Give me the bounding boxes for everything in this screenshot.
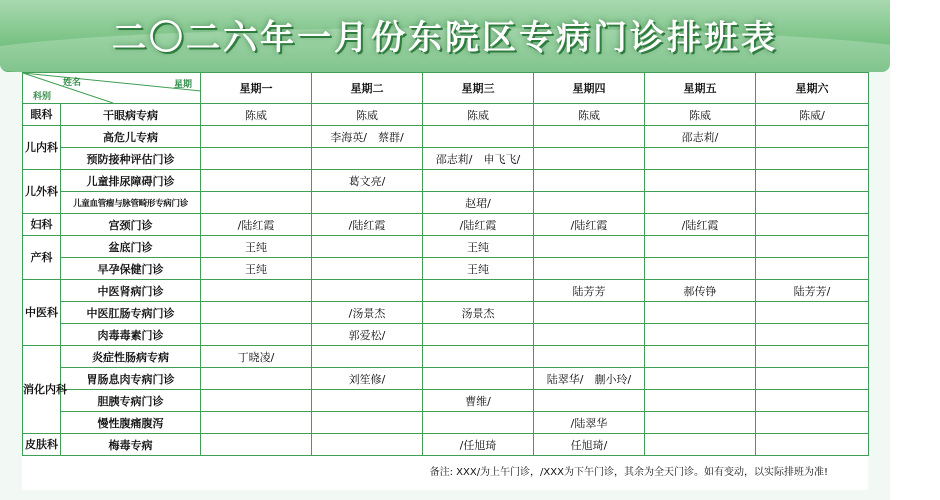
- doctor-cell: [645, 434, 756, 456]
- doctor-cell: [201, 170, 312, 192]
- table-row: [23, 346, 869, 368]
- table-row: [23, 302, 869, 324]
- title-banner: [0, 0, 890, 72]
- doctor-cell: [423, 368, 534, 390]
- clinic-cell: 盆底门诊: [61, 236, 201, 258]
- doctor-cell: [201, 302, 312, 324]
- doctor-cell: [756, 148, 869, 170]
- doctor-cell: 葛文亮/: [312, 170, 423, 192]
- doctor-cell: [645, 192, 756, 214]
- doctor-cell: /陆红霞: [312, 214, 423, 236]
- doctor-cell: [756, 434, 869, 456]
- doctor-cell: [201, 324, 312, 346]
- clinic-cell: 肉毒毒素门诊: [61, 324, 201, 346]
- doctor-cell: 任旭琦/: [534, 434, 645, 456]
- doctor-cell: 陈威: [534, 104, 645, 126]
- doctor-cell: 陈威: [201, 104, 312, 126]
- day-header: 星期三: [423, 73, 534, 104]
- clinic-cell: 高危儿专病: [61, 126, 201, 148]
- clinic-cell: 儿童血管瘤与脉管畸形专病门诊: [61, 192, 201, 214]
- doctor-cell: [534, 192, 645, 214]
- doctor-cell: [756, 368, 869, 390]
- doctor-cell: [312, 148, 423, 170]
- day-header: 星期五: [645, 73, 756, 104]
- table-row: [23, 192, 869, 214]
- doctor-cell: [645, 324, 756, 346]
- doctor-cell: /陆红霞: [534, 214, 645, 236]
- table-row: [23, 170, 869, 192]
- doctor-cell: 李海英/ 蔡群/: [312, 126, 423, 148]
- doctor-cell: [534, 258, 645, 280]
- doctor-cell: [312, 236, 423, 258]
- corner-name-label: 姓名: [63, 78, 82, 88]
- doctor-cell: /汤景杰: [312, 302, 423, 324]
- doctor-cell: [534, 236, 645, 258]
- doctor-cell: [756, 390, 869, 412]
- doctor-cell: [312, 390, 423, 412]
- doctor-cell: [645, 302, 756, 324]
- clinic-cell: 中医肛肠专病门诊: [61, 302, 201, 324]
- doctor-cell: 陈威: [645, 104, 756, 126]
- doctor-cell: [534, 302, 645, 324]
- clinic-cell: 干眼病专病: [61, 104, 201, 126]
- dept-cell: 儿外科: [23, 170, 61, 214]
- doctor-cell: [312, 412, 423, 434]
- table-row: [23, 280, 869, 302]
- doctor-cell: 陈威: [423, 104, 534, 126]
- clinic-cell: 梅毒专病: [61, 434, 201, 456]
- doctor-cell: 赵珺/: [423, 192, 534, 214]
- doctor-cell: /陆红霞: [423, 214, 534, 236]
- table-row: [23, 258, 869, 280]
- header-row: [23, 73, 869, 104]
- doctor-cell: 邵志莉/: [645, 126, 756, 148]
- doctor-cell: [312, 258, 423, 280]
- doctor-cell: [312, 192, 423, 214]
- table-row: [23, 104, 869, 126]
- doctor-cell: /任旭琦: [423, 434, 534, 456]
- doctor-cell: 陈威: [312, 104, 423, 126]
- dept-cell: 消化内科: [23, 346, 61, 434]
- day-header: 星期六: [756, 73, 869, 104]
- doctor-cell: 王纯: [201, 236, 312, 258]
- doctor-cell: [201, 412, 312, 434]
- page-title: 二〇二六年一月份东院区专病门诊排班表: [112, 18, 778, 58]
- footnote: 备注: XXX/为上午门诊，/XXX为下午门诊，其余为全天门诊。如有变动，以实际排班为准!: [429, 467, 828, 478]
- doctor-cell: [423, 412, 534, 434]
- dept-cell: 妇科: [23, 214, 61, 236]
- table-row: [23, 148, 869, 170]
- doctor-cell: [756, 412, 869, 434]
- doctor-cell: [534, 346, 645, 368]
- doctor-cell: [756, 258, 869, 280]
- doctor-cell: [423, 126, 534, 148]
- table-row: [23, 236, 869, 258]
- corner-day-label: 星期: [173, 80, 192, 90]
- doctor-cell: [645, 346, 756, 368]
- dept-cell: 产科: [23, 236, 61, 280]
- doctor-cell: /陆翠华: [534, 412, 645, 434]
- corner-dept-label: 科别: [33, 92, 52, 102]
- doctor-cell: [645, 412, 756, 434]
- doctor-cell: [201, 148, 312, 170]
- clinic-cell: 胆胰专病门诊: [61, 390, 201, 412]
- doctor-cell: 邵志莉/ 申飞飞/: [423, 148, 534, 170]
- table-row: [23, 324, 869, 346]
- doctor-cell: [423, 170, 534, 192]
- doctor-cell: [645, 236, 756, 258]
- clinic-cell: 宫颈门诊: [61, 214, 201, 236]
- doctor-cell: [756, 236, 869, 258]
- doctor-cell: [201, 434, 312, 456]
- table-row: [23, 434, 869, 456]
- table-row: [23, 214, 869, 236]
- clinic-cell: 儿童排尿障碍门诊: [61, 170, 201, 192]
- dept-cell: 儿内科: [23, 126, 61, 170]
- doctor-cell: [201, 192, 312, 214]
- doctor-cell: [756, 126, 869, 148]
- clinic-cell: 慢性腹痛腹泻: [61, 412, 201, 434]
- doctor-cell: [645, 368, 756, 390]
- doctor-cell: 陆芳芳/: [756, 280, 869, 302]
- doctor-cell: /陆红霞: [201, 214, 312, 236]
- clinic-cell: 预防接种评估门诊: [61, 148, 201, 170]
- doctor-cell: [645, 258, 756, 280]
- doctor-cell: [312, 434, 423, 456]
- doctor-cell: [534, 324, 645, 346]
- doctor-cell: [423, 346, 534, 368]
- doctor-cell: 王纯: [423, 258, 534, 280]
- doctor-cell: [423, 280, 534, 302]
- doctor-cell: [645, 390, 756, 412]
- doctor-cell: 郭爱松/: [312, 324, 423, 346]
- doctor-cell: 陆翠华/ 蒯小玲/: [534, 368, 645, 390]
- doctor-cell: 陆芳芳: [534, 280, 645, 302]
- doctor-cell: [201, 280, 312, 302]
- day-header: 星期四: [534, 73, 645, 104]
- doctor-cell: 汤景杰: [423, 302, 534, 324]
- clinic-cell: 炎症性肠病专病: [61, 346, 201, 368]
- doctor-cell: [756, 324, 869, 346]
- doctor-cell: [756, 192, 869, 214]
- doctor-cell: [645, 148, 756, 170]
- doctor-cell: [534, 126, 645, 148]
- table-row: [23, 412, 869, 434]
- doctor-cell: 丁晓凌/: [201, 346, 312, 368]
- schedule-table: [22, 72, 869, 456]
- dept-cell: 中医科: [23, 280, 61, 346]
- doctor-cell: [201, 390, 312, 412]
- doctor-cell: 王纯: [201, 258, 312, 280]
- doctor-cell: [312, 280, 423, 302]
- doctor-cell: [312, 346, 423, 368]
- day-header: 星期一: [201, 73, 312, 104]
- doctor-cell: [534, 170, 645, 192]
- doctor-cell: [756, 214, 869, 236]
- doctor-cell: [756, 170, 869, 192]
- doctor-cell: [756, 302, 869, 324]
- doctor-cell: [534, 390, 645, 412]
- clinic-cell: 中医肾病门诊: [61, 280, 201, 302]
- doctor-cell: [201, 368, 312, 390]
- doctor-cell: [645, 170, 756, 192]
- table-row: [23, 390, 869, 412]
- table-row: [23, 126, 869, 148]
- corner-header: [23, 73, 201, 104]
- doctor-cell: [423, 324, 534, 346]
- doctor-cell: [756, 346, 869, 368]
- dept-cell: 眼科: [23, 104, 61, 126]
- doctor-cell: [201, 126, 312, 148]
- doctor-cell: 王纯: [423, 236, 534, 258]
- doctor-cell: 陈威/: [756, 104, 869, 126]
- doctor-cell: [534, 148, 645, 170]
- doctor-cell: /陆红霞: [645, 214, 756, 236]
- clinic-cell: 早孕保健门诊: [61, 258, 201, 280]
- doctor-cell: 郝传铮: [645, 280, 756, 302]
- doctor-cell: 曹维/: [423, 390, 534, 412]
- table-row: [23, 368, 869, 390]
- clinic-cell: 胃肠息肉专病门诊: [61, 368, 201, 390]
- day-header: 星期二: [312, 73, 423, 104]
- doctor-cell: 刘笙修/: [312, 368, 423, 390]
- dept-cell: 皮肤科: [23, 434, 61, 456]
